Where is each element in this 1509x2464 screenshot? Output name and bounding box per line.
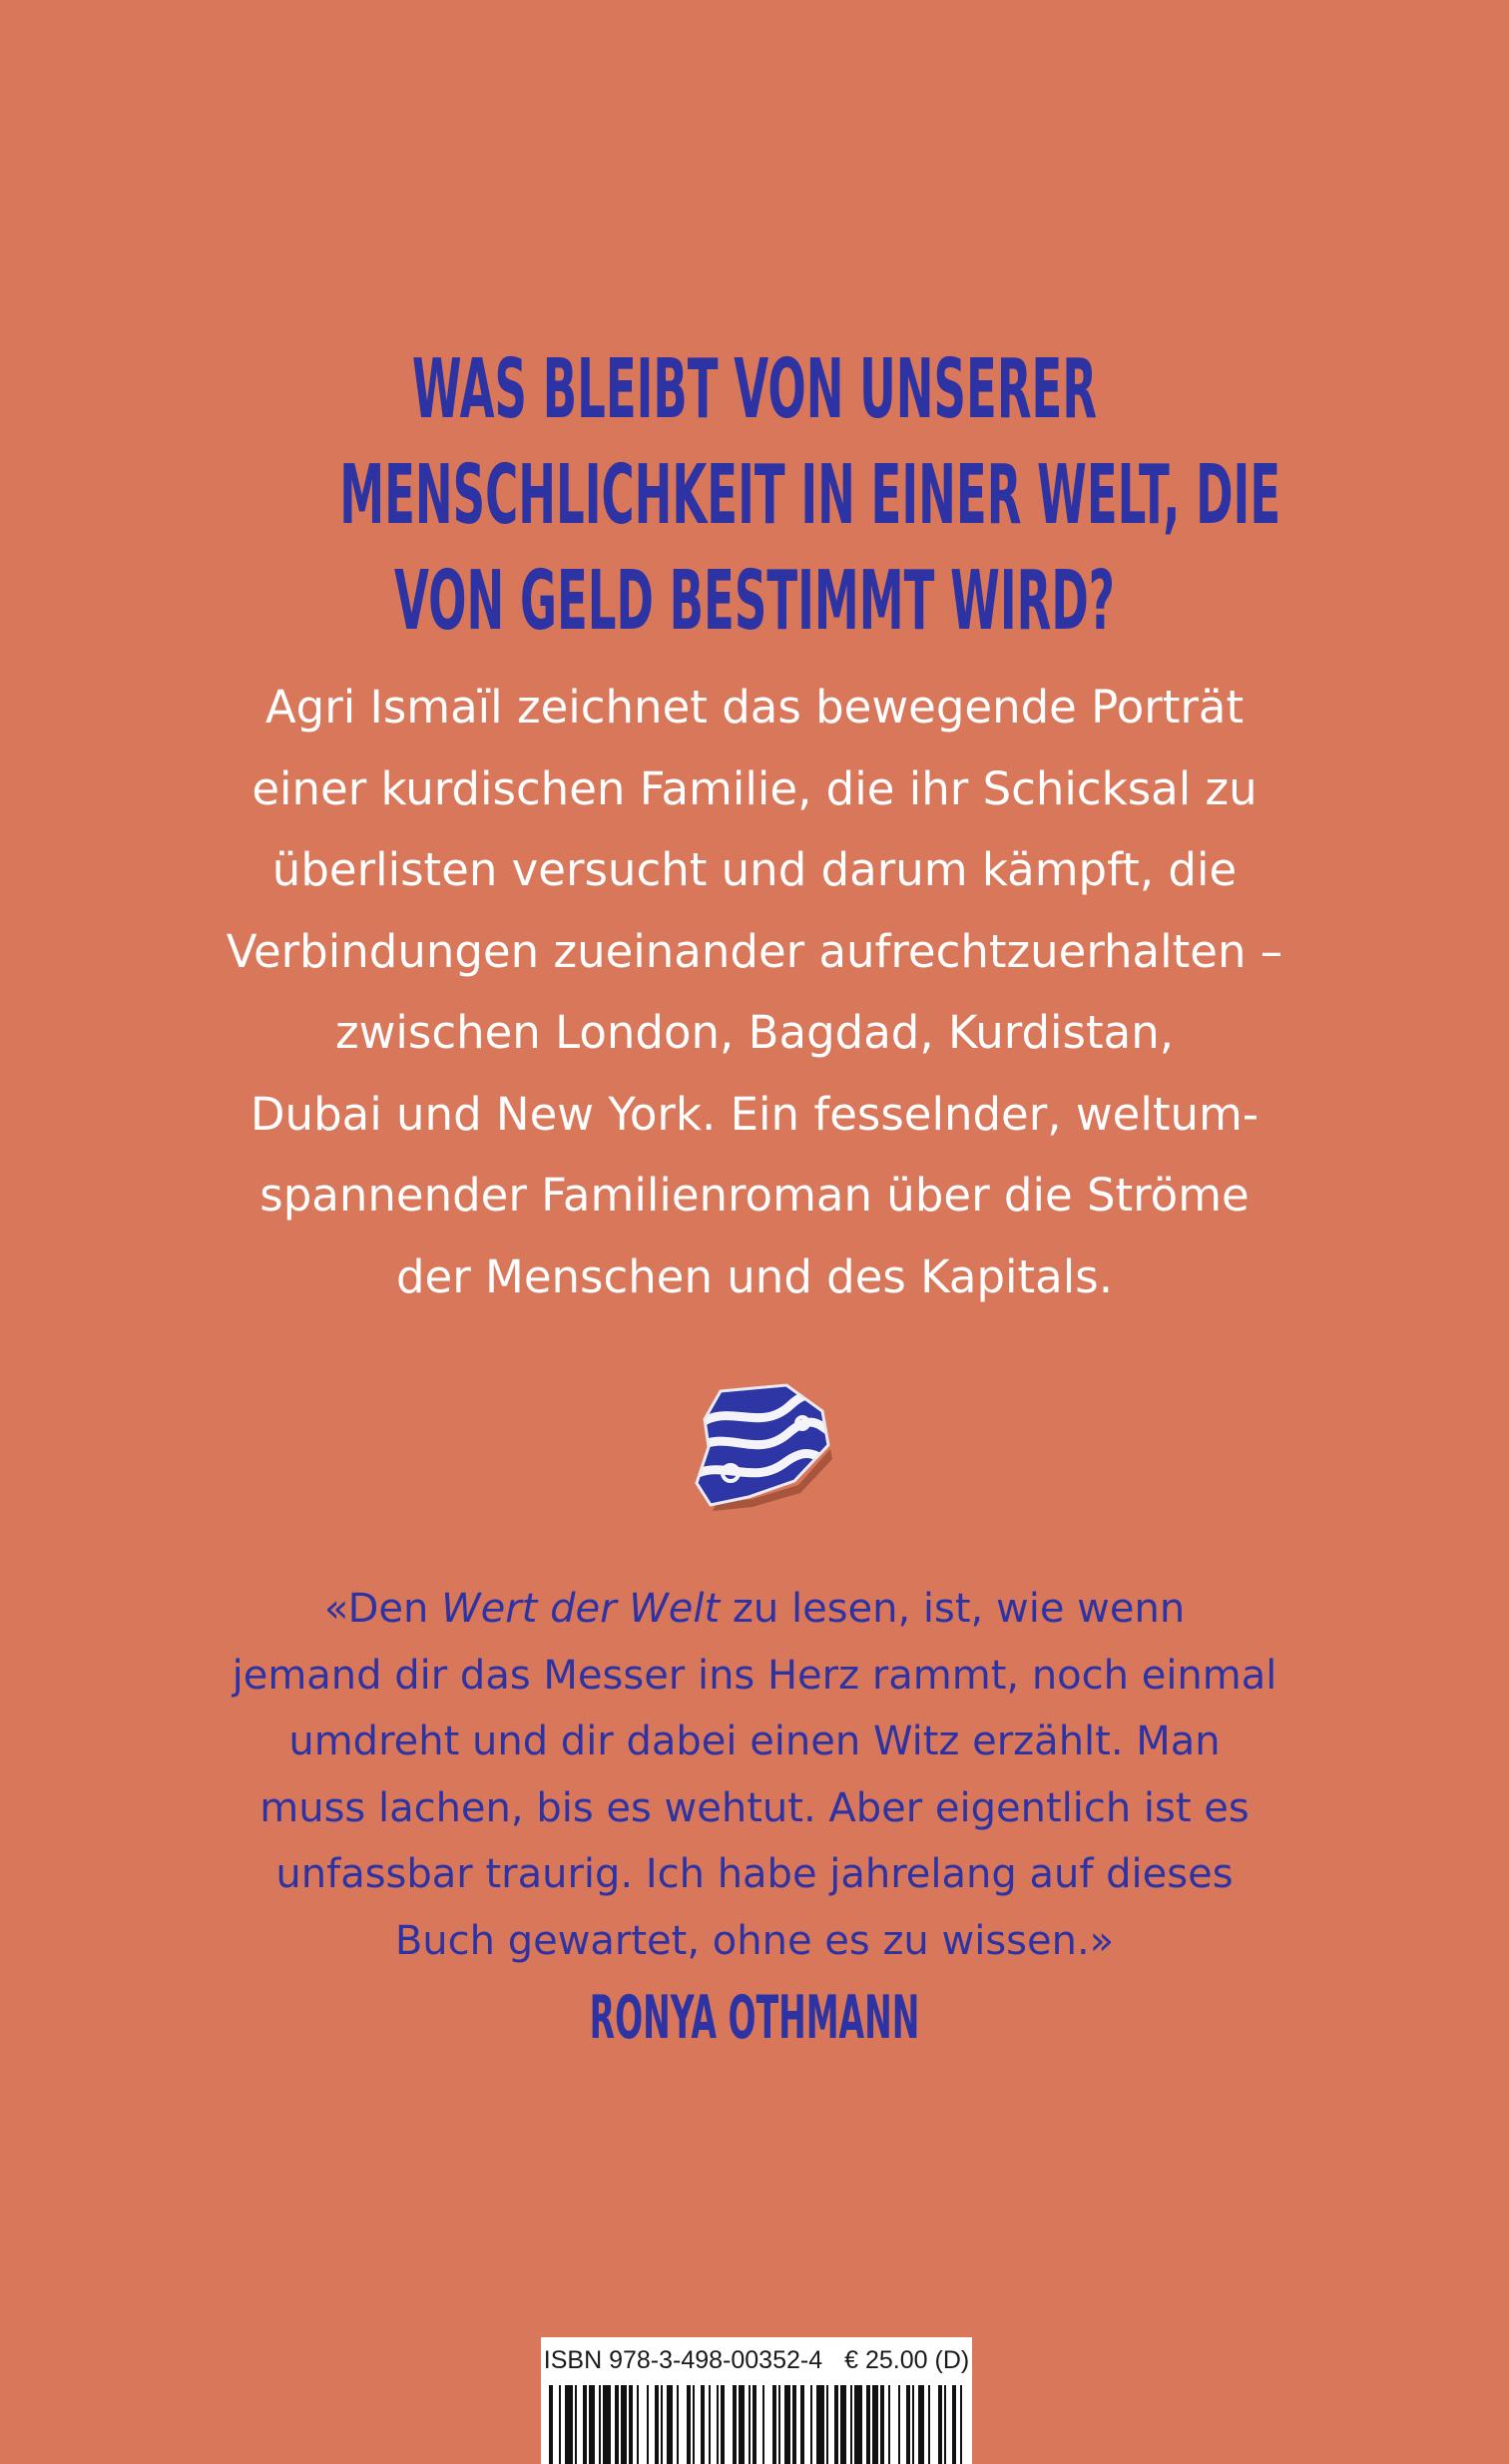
barcode-bar bbox=[603, 2385, 611, 2464]
barcode-bar bbox=[918, 2385, 924, 2464]
blurb-line: Agri Ismaïl zeichnet das bewegende Porträt bbox=[264, 681, 1245, 734]
barcode-bar bbox=[749, 2385, 751, 2464]
barcode-bar bbox=[944, 2385, 946, 2464]
quote-attribution: RONYA OTHMANN bbox=[589, 1983, 920, 2053]
barcode-bar bbox=[906, 2385, 910, 2464]
barcode-bar bbox=[599, 2385, 601, 2464]
barcode-area bbox=[541, 2337, 972, 2464]
barcode-bar bbox=[655, 2385, 659, 2464]
barcode-bar bbox=[834, 2385, 838, 2464]
barcode-bar bbox=[661, 2385, 663, 2464]
blurb-line: einer kurdischen Familie, die ihr Schicksal zu bbox=[252, 761, 1258, 815]
barcode-bar bbox=[810, 2385, 812, 2464]
barcode-bar bbox=[615, 2385, 619, 2464]
blurb-line: spannender Familienroman über die Ströme bbox=[259, 1169, 1250, 1222]
quote-line bbox=[0, 1576, 1509, 1643]
barcode-bar bbox=[880, 2385, 884, 2464]
barcode-bar bbox=[589, 2385, 595, 2464]
blurb-line: überlisten versucht und darum kämpft, die bbox=[271, 843, 1238, 896]
barcode-bar bbox=[912, 2385, 914, 2464]
barcode-bar bbox=[709, 2385, 711, 2464]
barcode-bar bbox=[816, 2385, 824, 2464]
barcode-bar bbox=[850, 2385, 852, 2464]
headline-line: MENSCHLICHKEIT IN EINER WELT, DIE bbox=[339, 448, 1281, 543]
blurb-line: Dubai und New York. Ein fesselnder, weltum- bbox=[250, 1087, 1259, 1141]
blurb-line: der Menschen und des Kapitals. bbox=[395, 1249, 1114, 1303]
barcode-bar bbox=[647, 2385, 649, 2464]
quote-line: umdreht und dir dabei einen Witz erzählt. Man bbox=[288, 1719, 1221, 1764]
barcode-bar bbox=[549, 2385, 553, 2464]
barcode-bar bbox=[800, 2385, 804, 2464]
barcode-bar bbox=[792, 2385, 796, 2464]
quote-text: zu lesen, ist, wie wenn bbox=[720, 1586, 1186, 1632]
price-label: € 25.00 (D) bbox=[844, 2346, 970, 2374]
isbn-price-line bbox=[541, 2345, 972, 2375]
quote-line: Buch gewartet, ohne es zu wissen.» bbox=[394, 1917, 1115, 1964]
quote-line: jemand dir das Messer ins Herz rammt, noch einmal bbox=[232, 1652, 1277, 1699]
barcode-bar bbox=[762, 2385, 764, 2464]
ceramic-shard-icon bbox=[691, 1383, 836, 1511]
barcode-bar bbox=[772, 2385, 776, 2464]
barcode-bar bbox=[701, 2385, 705, 2464]
barcode-bar bbox=[559, 2385, 561, 2464]
barcode-bar bbox=[629, 2385, 633, 2464]
barcode-bar bbox=[753, 2385, 756, 2464]
barcode-icon bbox=[541, 2385, 972, 2464]
barcode-bar bbox=[677, 2385, 679, 2464]
barcode-bar bbox=[739, 2385, 745, 2464]
barcode-bar bbox=[938, 2385, 942, 2464]
barcode-bar bbox=[866, 2385, 870, 2464]
barcode-bar bbox=[778, 2385, 780, 2464]
quote-line: unfassbar traurig. Ich habe jahrelang auf dieses bbox=[275, 1851, 1234, 1897]
blurb-text bbox=[0, 667, 1509, 1317]
barcode-bar bbox=[826, 2385, 828, 2464]
barcode-bar bbox=[575, 2385, 577, 2464]
barcode-bar bbox=[565, 2385, 573, 2464]
blurb-line: zwischen London, Bagdad, Kurdistan, bbox=[334, 1006, 1175, 1059]
barcode-bar bbox=[637, 2385, 639, 2464]
barcode-bar bbox=[583, 2385, 587, 2464]
headline bbox=[339, 337, 1281, 655]
barcode-bar bbox=[693, 2385, 695, 2464]
barcode-bar bbox=[784, 2385, 790, 2464]
press-quote bbox=[0, 1576, 1509, 1974]
barcode-bar bbox=[960, 2385, 962, 2464]
headline-line: WAS BLEIBT VON UNSERER bbox=[411, 342, 1098, 437]
barcode-bar bbox=[898, 2385, 900, 2464]
isbn-number: ISBN 978-3-498-00352-4 bbox=[543, 2346, 823, 2374]
barcode-bar bbox=[733, 2385, 737, 2464]
blurb-line: Verbindungen zueinander aufrechtzuerhalten – bbox=[226, 924, 1283, 978]
barcode-bar bbox=[928, 2385, 930, 2464]
barcode-bar bbox=[952, 2385, 956, 2464]
barcode-bar bbox=[888, 2385, 890, 2464]
quote-line: muss lachen, bis es wehtut. Aber eigentlich ist es bbox=[259, 1784, 1250, 1831]
barcode-bar bbox=[687, 2385, 691, 2464]
barcode-bar bbox=[667, 2385, 673, 2464]
barcode-bar bbox=[721, 2385, 725, 2464]
barcode-bar bbox=[854, 2385, 862, 2464]
quote-text: «Den bbox=[323, 1586, 442, 1632]
barcode-bar bbox=[717, 2385, 719, 2464]
barcode-bar bbox=[840, 2385, 846, 2464]
book-title: Wert der Welt bbox=[441, 1586, 721, 1632]
barcode-bar bbox=[872, 2385, 878, 2464]
headline-line: VON GELD BESTIMMT WIRD? bbox=[394, 554, 1115, 649]
barcode-bar bbox=[621, 2385, 627, 2464]
